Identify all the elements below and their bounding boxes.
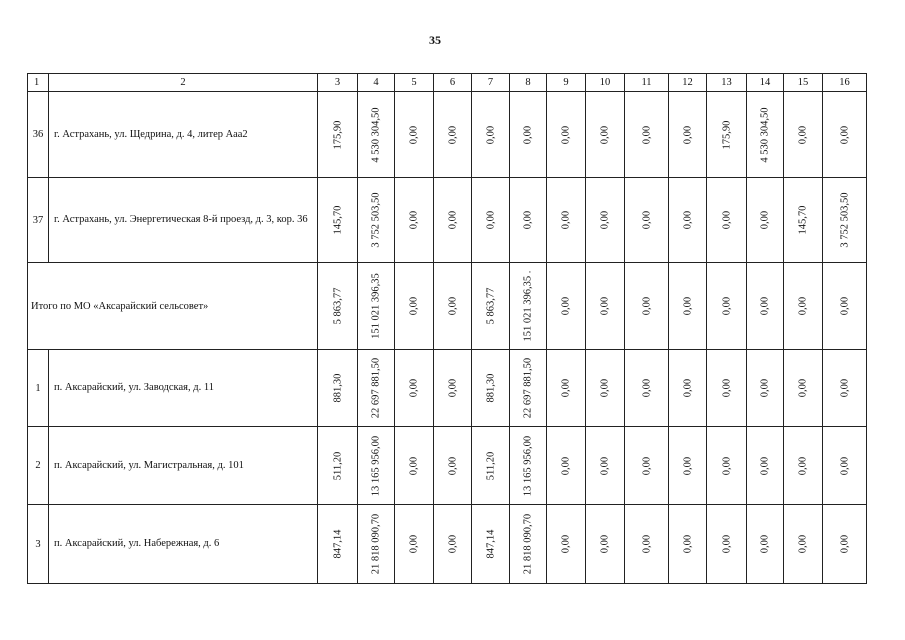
address-cell: г. Астрахань, ул. Щедрина, д. 4, литер Ааа2 — [49, 92, 318, 178]
value-cell: 13 165 956,00 — [510, 427, 547, 505]
data-table — [27, 73, 867, 584]
value-cell: 0,00 — [669, 505, 707, 584]
table-row — [28, 178, 867, 263]
value-cell: 0,00 — [823, 427, 867, 505]
table-row — [28, 505, 867, 584]
value-cell: 0,00 — [747, 427, 784, 505]
header-row — [28, 74, 867, 92]
column-header: 11 — [625, 74, 669, 92]
value-cell: 0,00 — [625, 350, 669, 427]
column-header: 14 — [747, 74, 784, 92]
value-cell: 0,00 — [823, 92, 867, 178]
total-label: Итого по МО «Аксарайский сельсовет» — [28, 263, 318, 350]
value-cell: 0,00 — [434, 92, 472, 178]
column-header: 7 — [472, 74, 510, 92]
address-cell: г. Астрахань, ул. Энергетическая 8-й проезд, д. 3, кор. 36 — [49, 178, 318, 263]
value-cell: 0,00 — [707, 178, 747, 263]
value-cell: 0,00 — [669, 263, 707, 350]
value-cell: 0,00 — [547, 505, 586, 584]
value-cell: 0,00 — [547, 427, 586, 505]
value-cell: 5 863,77 — [472, 263, 510, 350]
value-cell: 0,00 — [707, 427, 747, 505]
value-cell: 0,00 — [669, 178, 707, 263]
value-cell: 0,00 — [823, 505, 867, 584]
value-cell: 145,70 — [784, 178, 823, 263]
column-header: 3 — [318, 74, 358, 92]
value-cell: 0,00 — [586, 263, 625, 350]
value-cell: 21 818 090,70 — [510, 505, 547, 584]
table-row — [28, 350, 867, 427]
column-header: 12 — [669, 74, 707, 92]
value-cell: 0,00 — [586, 505, 625, 584]
value-cell: 0,00 — [823, 350, 867, 427]
value-cell: 0,00 — [625, 505, 669, 584]
value-cell: 0,00 — [434, 178, 472, 263]
value-cell: 4 530 304,50 — [747, 92, 784, 178]
value-cell: 0,00 — [586, 92, 625, 178]
value-cell: 0,00 — [472, 92, 510, 178]
value-cell: 0,00 — [434, 263, 472, 350]
value-cell: 3 752 503,50 — [823, 178, 867, 263]
value-cell: 175,90 — [707, 92, 747, 178]
value-cell: 0,00 — [547, 178, 586, 263]
row-number: 37 — [28, 178, 49, 263]
address-cell: п. Аксарайский, ул. Набережная, д. 6 — [49, 505, 318, 584]
value-cell: 22 697 881,50 — [358, 350, 395, 427]
column-header: 2 — [49, 74, 318, 92]
value-cell: 0,00 — [510, 178, 547, 263]
value-cell: 22 697 881,50 — [510, 350, 547, 427]
value-cell: 175,90 — [318, 92, 358, 178]
value-cell: 847,14 — [318, 505, 358, 584]
value-cell: 0,00 — [434, 505, 472, 584]
column-header: 6 — [434, 74, 472, 92]
value-cell: 0,00 — [395, 92, 434, 178]
column-header: 10 — [586, 74, 625, 92]
value-cell: 0,00 — [472, 178, 510, 263]
value-cell: 0,00 — [747, 350, 784, 427]
value-cell: 0,00 — [625, 427, 669, 505]
column-header: 1 — [28, 74, 49, 92]
value-cell: 21 818 090,70 — [358, 505, 395, 584]
value-cell: 0,00 — [784, 505, 823, 584]
value-cell: 881,30 — [318, 350, 358, 427]
column-header: 9 — [547, 74, 586, 92]
value-cell: 0,00 — [747, 178, 784, 263]
column-header: 13 — [707, 74, 747, 92]
value-cell: 0,00 — [395, 263, 434, 350]
value-cell: 151 021 396,35 — [358, 263, 395, 350]
value-cell: 0,00 — [625, 92, 669, 178]
value-cell: 0,00 — [395, 350, 434, 427]
value-cell: 13 165 956,00 — [358, 427, 395, 505]
value-cell: 0,00 — [625, 263, 669, 350]
row-number: 3 — [28, 505, 49, 584]
address-cell: п. Аксарайский, ул. Магистральная, д. 101 — [49, 427, 318, 505]
value-cell: 881,30 — [472, 350, 510, 427]
value-cell: 847,14 — [472, 505, 510, 584]
value-cell: 0,00 — [586, 350, 625, 427]
value-cell: 0,00 — [586, 427, 625, 505]
value-cell: 0,00 — [547, 350, 586, 427]
value-cell: 0,00 — [395, 505, 434, 584]
column-header: 15 — [784, 74, 823, 92]
value-cell: 0,00 — [395, 178, 434, 263]
value-cell: 0,00 — [747, 263, 784, 350]
column-header: 16 — [823, 74, 867, 92]
value-cell: 5 863,77 — [318, 263, 358, 350]
value-cell: 0,00 — [784, 427, 823, 505]
value-cell: 0,00 — [547, 92, 586, 178]
value-cell: 145,70 — [318, 178, 358, 263]
value-cell: 0,00 — [669, 427, 707, 505]
value-cell: 0,00 — [669, 92, 707, 178]
value-cell: 0,00 — [434, 427, 472, 505]
value-cell: 151 021 396,35 . — [510, 263, 547, 350]
value-cell: 0,00 — [823, 263, 867, 350]
column-header: 8 — [510, 74, 547, 92]
address-cell: п. Аксарайский, ул. Заводская, д. 11 — [49, 350, 318, 427]
row-number: 2 — [28, 427, 49, 505]
table-row — [28, 427, 867, 505]
column-header: 4 — [358, 74, 395, 92]
table-row — [28, 92, 867, 178]
value-cell: 0,00 — [510, 92, 547, 178]
value-cell: 3 752 503,50 — [358, 178, 395, 263]
row-number: 36 — [28, 92, 49, 178]
value-cell: 0,00 — [707, 350, 747, 427]
value-cell: 0,00 — [669, 350, 707, 427]
value-cell: 0,00 — [784, 263, 823, 350]
value-cell: 0,00 — [434, 350, 472, 427]
value-cell: 511,20 — [318, 427, 358, 505]
total-row — [28, 263, 867, 350]
column-header: 5 — [395, 74, 434, 92]
value-cell: 4 530 304,50 — [358, 92, 395, 178]
value-cell: 0,00 — [707, 505, 747, 584]
value-cell: 0,00 — [784, 350, 823, 427]
value-cell: 0,00 — [784, 92, 823, 178]
value-cell: 0,00 — [395, 427, 434, 505]
page-number: 35 — [429, 33, 441, 47]
value-cell: 0,00 — [625, 178, 669, 263]
value-cell: 0,00 — [586, 178, 625, 263]
value-cell: 511,20 — [472, 427, 510, 505]
value-cell: 0,00 — [707, 263, 747, 350]
value-cell: 0,00 — [547, 263, 586, 350]
value-cell: 0,00 — [747, 505, 784, 584]
row-number: 1 — [28, 350, 49, 427]
